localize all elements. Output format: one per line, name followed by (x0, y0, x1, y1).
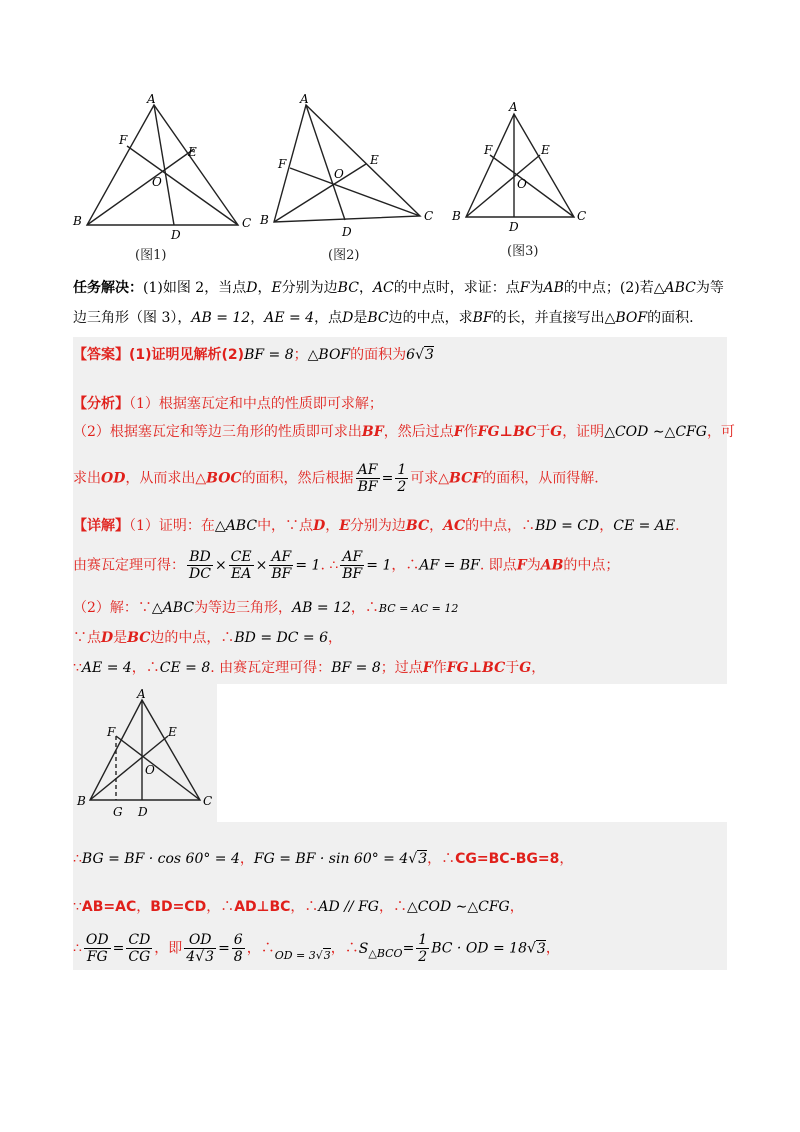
label-o: O (145, 763, 155, 777)
label-a: A (137, 687, 146, 701)
label-e: E (188, 145, 197, 159)
label-o: O (152, 175, 162, 189)
label-c: C (242, 216, 252, 230)
label-o: O (517, 177, 527, 191)
answer-line: 【答案】(1)证明见解析(2)BF = 8；△BOF的面积为6√3 (73, 347, 434, 363)
label-g: G (113, 805, 123, 819)
task-statement: 任务解决：(1)如图 2，当点D，E分别为边BC，AC的中点时，求证：点F为AB的中点；(2)若△ABC为等 边三角形（图 3），AB = 12，AE = 4，点D是BC边的中点，求BF的长，并直接写出△BOF的面积. (73, 280, 724, 326)
detail-line-4: ∵点D是BC边的中点，∴BD = DC = 6， (73, 630, 343, 646)
label-c: C (203, 794, 213, 808)
label-d: D (342, 225, 352, 239)
label-b: B (260, 213, 269, 227)
detail-line-8: ∴ $\frac{OD}{FG}$ = $\frac{CD}{CG}$ ，即 $\frac{OD}{4√3}$ = $\frac{6}{8}$ ，$\therefore_{OD = 3√3}$，$\therefore S_{\triangle BCO}=$ $\frac{1}{2}$ BC · OD = 18√3， (73, 932, 560, 965)
label-a: A (300, 92, 309, 106)
label-f: F (119, 133, 128, 147)
label-a: A (147, 92, 156, 106)
label-d: D (171, 228, 181, 242)
label-b: B (452, 209, 461, 223)
analysis-line-2: （2）根据塞瓦定和等边三角形的性质即可求出BF，然后过点F作FG⊥BC于G，证明△COD ∼△CFG，可 (73, 424, 735, 440)
label-a: A (509, 100, 518, 114)
detail-line-3: （2）解：∵△ABC为等边三角形，AB = 12，∴BC = AC = 12 (73, 600, 459, 616)
label-b: B (73, 214, 82, 228)
label-e: E (541, 143, 550, 157)
label-e: E (370, 153, 379, 167)
label-c: C (577, 209, 587, 223)
figure-3 (450, 100, 600, 234)
analysis-line-3: 求出OD，从而求出△BOC的面积，然后根据 $\frac{AF}{BF}$ = $\frac{1}{2}$ 可求△BCF的面积，从而得解. (73, 462, 599, 495)
label-e: E (168, 725, 177, 739)
figure-1-caption: (图1) (135, 248, 167, 263)
label-d: D (138, 805, 148, 819)
figure-2 (258, 92, 448, 239)
label-f: F (484, 143, 493, 157)
detail-line-1: 【详解】（1）证明：在△ABC中，∵点D，E分别为边BC，AC的中点，∴BD = CD，CE = AE. (73, 518, 680, 534)
detail-line-6: ∴BG = BF · cos 60° = 4，FG = BF · sin 60° = 4√3，∴CG=BC-BG=8， (73, 851, 574, 867)
figure-3-caption: (图3) (507, 244, 539, 259)
label-f: F (107, 725, 116, 739)
label-d: D (509, 220, 519, 234)
figure-1 (70, 92, 260, 242)
task-heading: 任务解决： (73, 280, 143, 296)
figure-2-caption: (图2) (328, 248, 360, 263)
detail-line-2: 由赛瓦定理可得： $\frac{BD}{DC}$ × $\frac{CE}{EA}$ × $\frac{AF}{BF}$ = 1. ∴ $\frac{AF}{BF}$ = 1，∴AF = BF. 即点F为AB的中点； (73, 549, 620, 582)
detail-line-5: ∵AE = 4，∴CE = 8. 由赛瓦定理可得：BF = 8；过点F作FG⊥BC于G， (73, 660, 546, 676)
detail-line-7: ∵AB=AC，BD=CD，∴AD⊥BC，∴AD // FG，∴△COD ∼△CFG， (73, 899, 524, 915)
analysis-line-1: 【分析】（1）根据塞瓦定和中点的性质即可求解； (73, 396, 383, 412)
figure-4 (73, 686, 217, 820)
label-c: C (424, 209, 434, 223)
label-f: F (278, 157, 287, 171)
label-b: B (77, 794, 86, 808)
label-o: O (334, 167, 344, 181)
